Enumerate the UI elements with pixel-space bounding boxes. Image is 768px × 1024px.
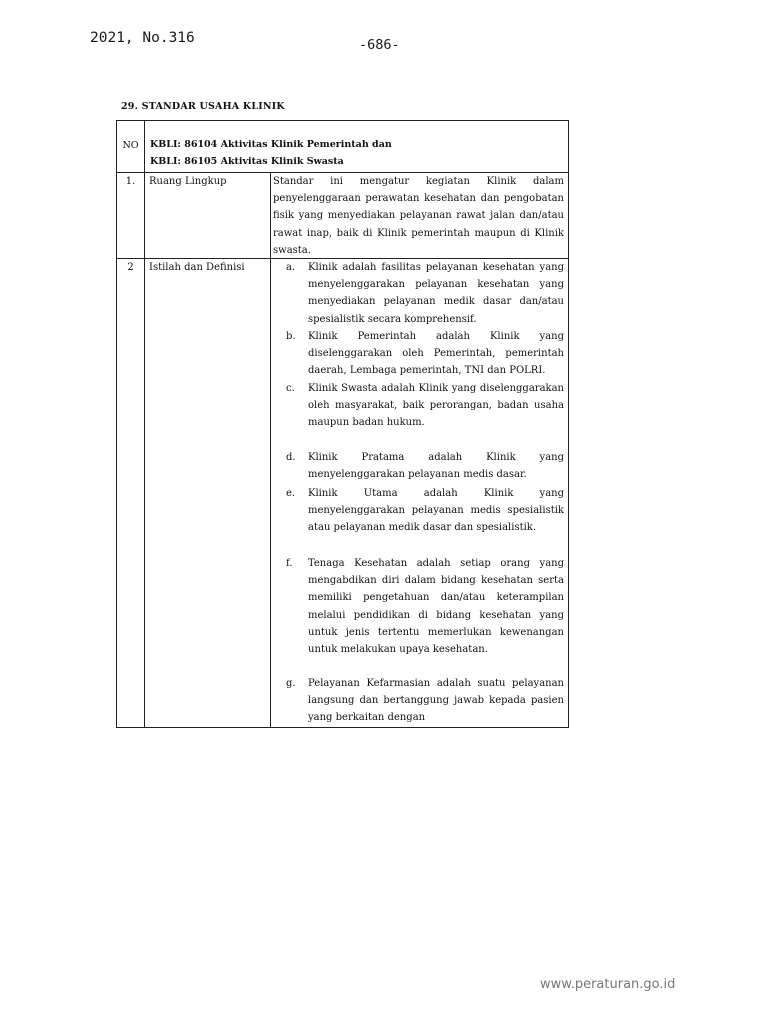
page-number: -686- [359, 37, 400, 53]
definition-text: Tenaga Kesehatan adalah setiap orang yang mengabdikan diri dalam bidang kesehatan serta memiliki pengetahuan dan/atau keterampilan melalui pendidikan di bidang kesehatan yang untuk jenis tertentu memerlukan kewenangan untuk melakukan upaya kesehatan. [308, 558, 564, 656]
row-label-scope: Ruang Lingkup [149, 176, 227, 187]
row-text-scope: Standar ini mengatur kegiatan Klinik dalam penyelenggaraan perawatan kesehatan dan pengobatan fisik yang menyediakan pelayanan rawat jalan dan/atau rawat inap, baik di Klinik pemerintah maupun di Klinik swasta. [273, 176, 564, 256]
definition-text: Klinik adalah fasilitas pelayanan kesehatan yang menyelenggarakan pelayanan kesehatan yang menyediakan pelayanan medik dasar dan/atau spesialistik secara komprehensif. [308, 262, 564, 325]
kbli-header [150, 136, 392, 170]
row-number-1: 1. [125, 176, 136, 187]
definition-text: Klinik Pratama adalah Klinik yang menyelenggarakan pelayanan medis dasar. [308, 452, 564, 481]
definition-item [273, 328, 564, 380]
standard-table [116, 120, 569, 728]
row-number-2: 2 [127, 262, 134, 273]
definition-text: Pelayanan Kefarmasian adalah suatu pelayanan langsung dan bertanggung jawab kepada pasien yang berkaitan dengan [308, 678, 564, 724]
definition-item [273, 259, 564, 328]
definition-letter: b. [286, 331, 296, 342]
definition-item [273, 449, 564, 483]
section-title: 29. STANDAR USAHA KLINIK [121, 101, 285, 112]
definition-text: Klinik Swasta adalah Klinik yang diselenggarakan oleh masyarakat, baik perorangan, badan usaha maupun badan hukum. [308, 383, 564, 429]
definition-letter: a. [286, 262, 296, 273]
row-label-definitions: Istilah dan Definisi [149, 262, 245, 273]
definition-text: Klinik Utama adalah Klinik yang menyelenggarakan pelayanan medis spesialistik atau pelayanan medik dasar dan spesialistik. [308, 488, 564, 534]
definition-letter: e. [286, 488, 296, 499]
definition-item [273, 555, 564, 658]
definition-letter: d. [286, 452, 296, 463]
definition-item [273, 485, 564, 537]
definition-item [273, 675, 564, 727]
column-divider-label [270, 173, 271, 727]
definition-letter: g. [286, 678, 296, 689]
column-divider-no [144, 121, 145, 727]
website-watermark: www.peraturan.go.id [540, 977, 676, 992]
kbli-header-line-2: KBLI: 86105 Aktivitas Klinik Swasta [150, 156, 344, 167]
definition-item [273, 380, 564, 432]
definition-letter: c. [286, 383, 295, 394]
definition-letter: f. [286, 558, 293, 569]
no-column-header: NO [122, 140, 139, 151]
document-year-number: 2021, No.316 [90, 30, 195, 46]
kbli-header-line-1: KBLI: 86104 Aktivitas Klinik Pemerintah dan [150, 139, 392, 150]
definition-text: Klinik Pemerintah adalah Klinik yang diselenggarakan oleh Pemerintah, pemerintah daerah, Lembaga pemerintah, TNI dan POLRI. [308, 331, 564, 377]
